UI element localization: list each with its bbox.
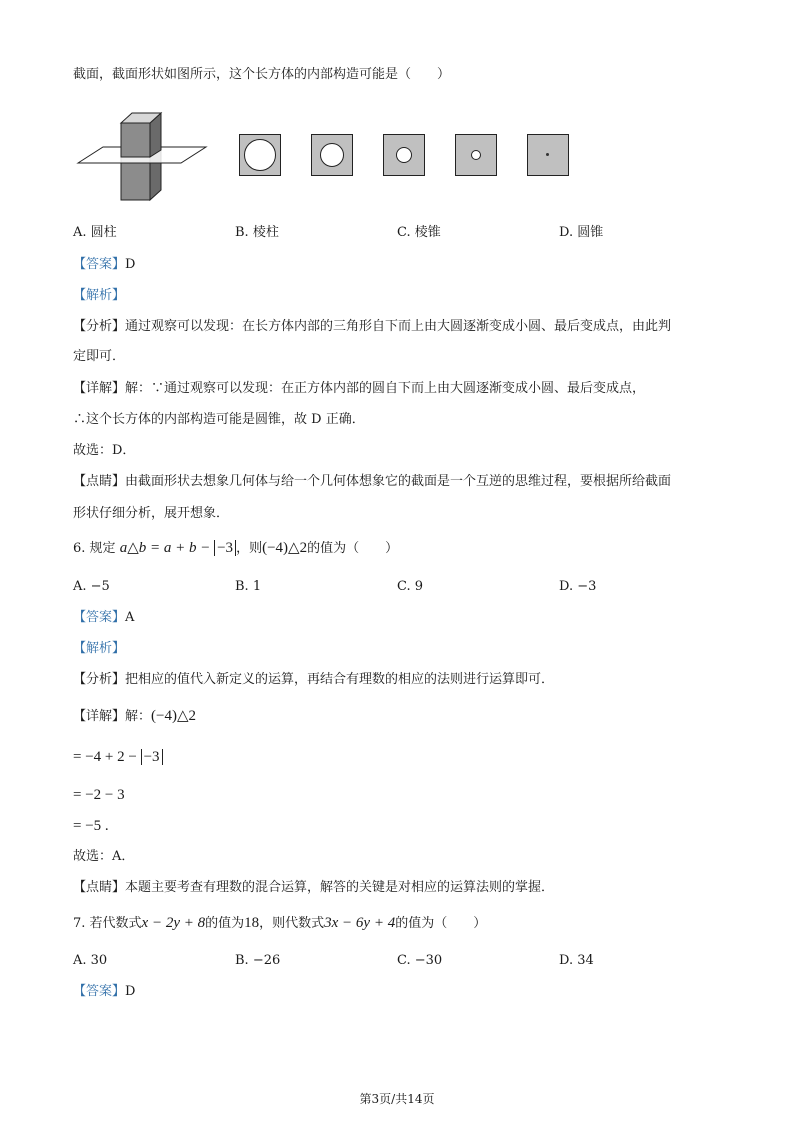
q7-num: 7. 若代数式 <box>73 916 142 931</box>
q7-stem <box>73 914 486 933</box>
q5-xiangjie <box>73 380 645 398</box>
q5-choose: 故选：D． <box>73 443 136 458</box>
q7-val: 18 <box>244 915 260 931</box>
q7-tail: 的值为（ ） <box>395 916 487 931</box>
section-point <box>527 134 569 176</box>
xiangjie-tag: 【详解】 <box>73 381 126 396</box>
xiangjie-tag: 【详解】 <box>73 709 126 724</box>
q5-xiangjie-cont: ∴这个长方体的内部构造可能是圆锥，故 D 正确． <box>73 412 365 427</box>
section-tiny-circle <box>455 134 497 176</box>
q6-tail: 的值为（ ） <box>307 541 399 556</box>
q6-step1 <box>73 748 163 766</box>
answer-tag: 【答案】 <box>73 984 126 999</box>
q6-option-d: D. −3 <box>559 579 597 594</box>
q6-mid: ，则 <box>236 541 263 556</box>
q6-jiexi-tag: 【解析】 <box>73 641 126 656</box>
q6-option-b: B. 1 <box>235 579 262 594</box>
answer-value: A <box>125 610 135 625</box>
q7-expr1: x − 2y + 8 <box>141 915 206 931</box>
answer-value: D <box>125 984 136 999</box>
q6-step2: = −2 − 3 <box>73 787 125 803</box>
q7-option-b: B. −26 <box>235 953 281 968</box>
dianjing-tag: 【点睛】 <box>73 474 126 489</box>
answer-tag: 【答案】 <box>73 257 126 272</box>
q6-stem <box>73 539 398 558</box>
q5-fenxi <box>73 318 671 336</box>
xiangjie-text: 解：∵通过观察可以发现：在正方体内部的圆自下而上由大圆逐渐变成小圆、最后变成点， <box>125 381 646 396</box>
q6-fenxi <box>73 671 554 689</box>
dianjing-text: 本题主要考查有理数的混合运算，解答的关键是对相应的运算法则的掌握． <box>125 880 555 895</box>
q5-dianjing-cont: 形状仔细分析，展开想象． <box>73 506 230 521</box>
dianjing-text: 由截面形状去想象几何体与给一个几何体想象它的截面是一个互逆的思维过程，要根据所给截面 <box>125 474 672 489</box>
q5-option-d: D. 圆锥 <box>559 225 604 240</box>
q5-option-a: A. 圆柱 <box>73 225 117 240</box>
q7-expr2: 3x − 6y + 4 <box>324 915 396 931</box>
q5-jiexi-tag: 【解析】 <box>73 288 126 303</box>
q6-answer <box>73 609 134 627</box>
dianjing-tag: 【点睛】 <box>73 880 126 895</box>
fenxi-tag: 【分析】 <box>73 672 126 687</box>
q6-abs: −3 <box>214 540 236 556</box>
q6-choose: 故选：A． <box>73 849 135 864</box>
answer-value: D <box>125 257 136 272</box>
q6-xiangjie <box>73 707 196 726</box>
q6-expr: (−4)△2 <box>262 540 308 556</box>
q7-answer <box>73 983 135 1001</box>
xiangjie-text: 解： <box>125 709 152 724</box>
q7-option-c: C. −30 <box>397 953 443 968</box>
fenxi-text: 把相应的值代入新定义的运算，再结合有理数的相应的法则进行运算即可． <box>125 672 555 687</box>
step1-pre: = −4 + 2 − <box>73 749 141 765</box>
answer-tag: 【答案】 <box>73 610 126 625</box>
q6-definition: a△b = a + b − <box>119 540 215 556</box>
q6-step3: = −5 . <box>73 818 109 834</box>
q7-mid1: 的值为 <box>205 916 245 931</box>
q5-answer <box>73 256 135 274</box>
q5-option-c: C. 棱锥 <box>397 225 441 240</box>
q6-option-c: C. 9 <box>397 579 424 594</box>
fenxi-tag: 【分析】 <box>73 319 126 334</box>
page-footer: 第3页/共14页 <box>359 1092 435 1106</box>
q7-option-a: A. 30 <box>73 953 108 968</box>
cuboid-plane-figure <box>73 105 213 205</box>
section-large-circle <box>239 134 281 176</box>
q5-fenxi-cont: 定即可． <box>73 349 126 364</box>
fenxi-text: 通过观察可以发现：在长方体内部的三角形自下而上由大圆逐渐变成小圆、最后变成点，由此判 <box>125 319 672 334</box>
q6-num: 6. 规定 <box>73 541 116 556</box>
q7-option-d: D. 34 <box>559 953 594 968</box>
q6-dianjing <box>73 879 554 897</box>
q7-mid2: ，则代数式 <box>259 916 325 931</box>
q6-option-a: A. −5 <box>73 579 110 594</box>
step1-abs: −3 <box>141 749 163 765</box>
section-small-circle <box>383 134 425 176</box>
q5-dianjing <box>73 473 671 491</box>
q5-option-b: B. 棱柱 <box>235 225 279 240</box>
section-medium-circle <box>311 134 353 176</box>
q6-step0: (−4)△2 <box>151 708 197 724</box>
q5-stem: 截面，截面形状如图所示，这个长方体的内部构造可能是（ ） <box>73 67 451 82</box>
